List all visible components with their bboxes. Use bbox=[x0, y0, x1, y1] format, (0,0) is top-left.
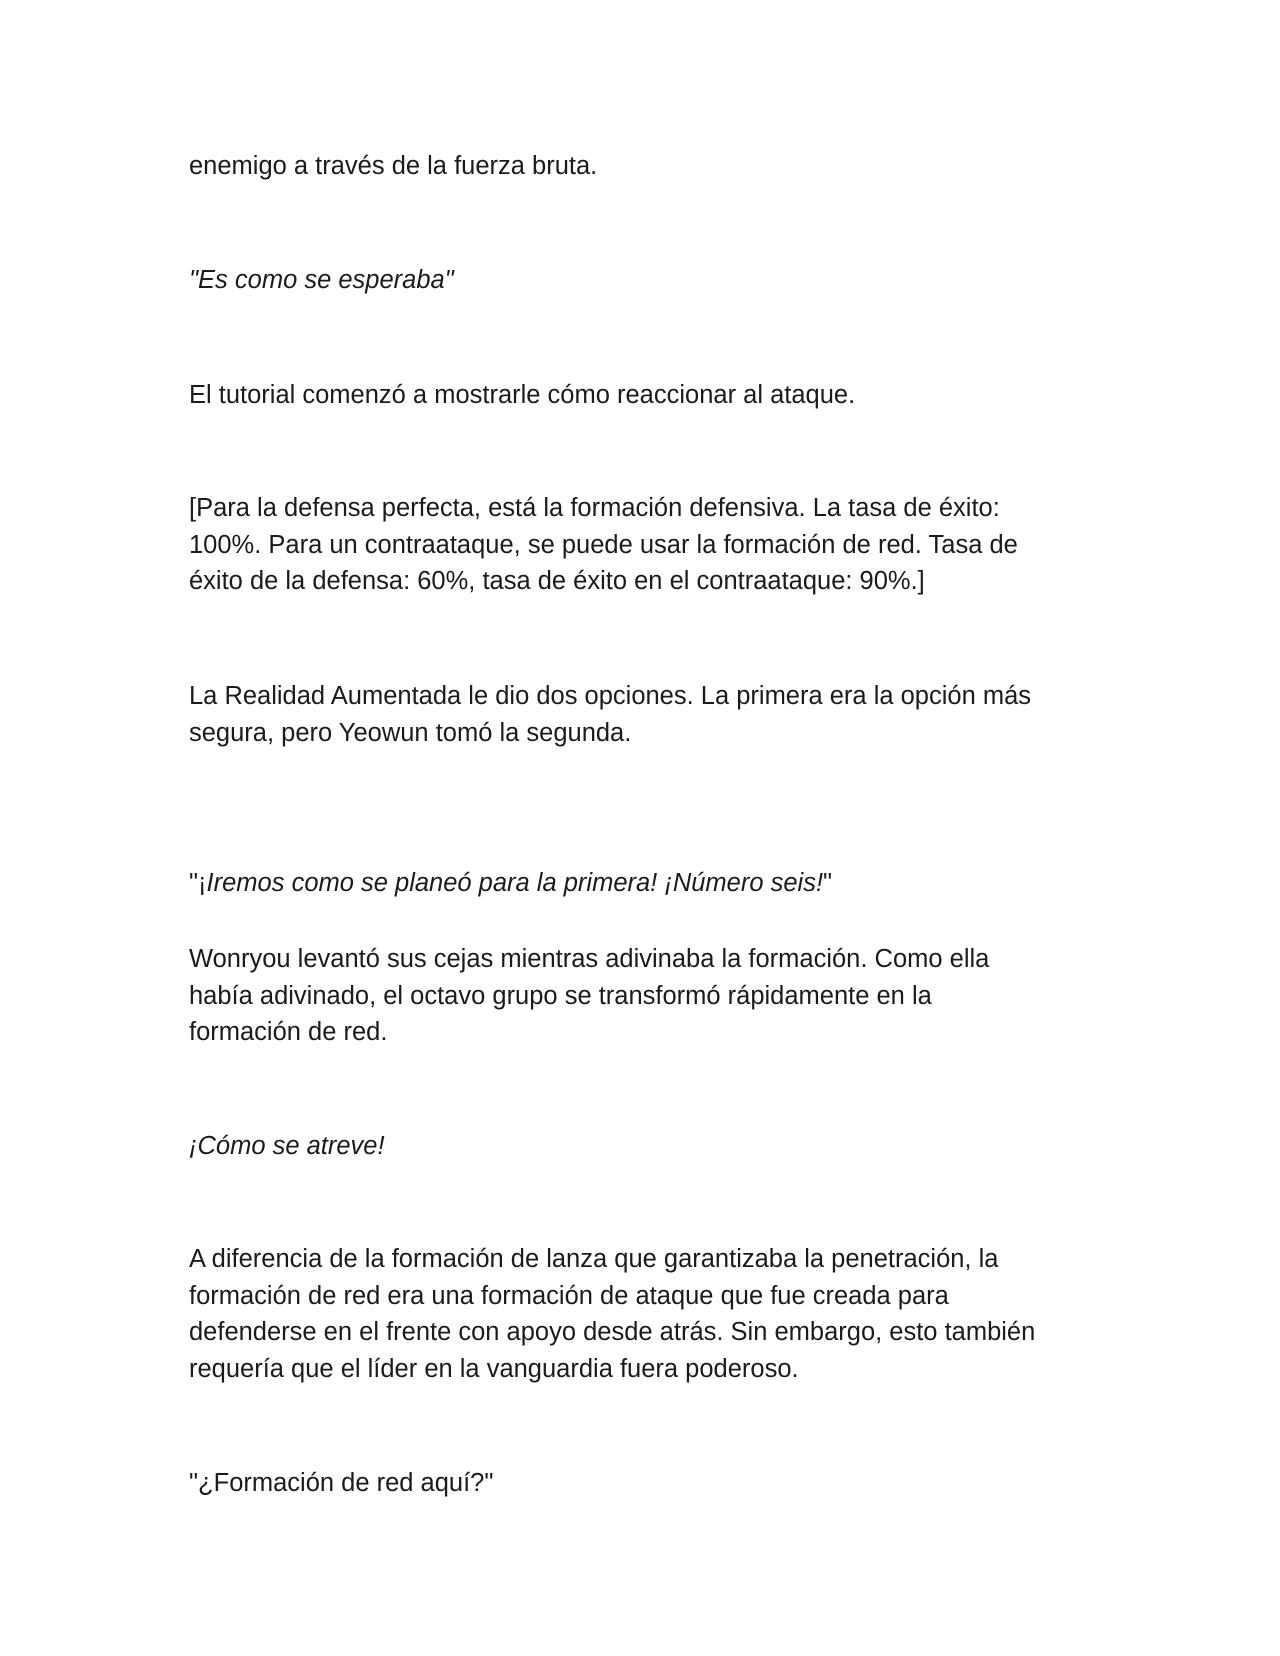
paragraph-8-thought: ¡Cómo se atreve! bbox=[189, 1132, 385, 1160]
paragraph-2-quote: "Es como se esperaba" bbox=[189, 266, 454, 294]
quote-open: "¡ bbox=[189, 868, 207, 897]
paragraph-9: A diferencia de la formación de lanza que garantizaba la penetración, la formación de red era una formación de ataque que fue creada para defenderse en el frente con apoyo desde atrás. Sin embargo, esto también requería que el líder en la vanguardia fuera poderoso. bbox=[189, 1245, 1036, 1383]
paragraph-3: El tutorial comenzó a mostrarle cómo reaccionar al ataque. bbox=[189, 381, 856, 409]
paragraph-6-dialogue bbox=[189, 828, 1109, 901]
paragraph-1: enemigo a través de la fuerza bruta. bbox=[189, 152, 598, 180]
paragraph-10-quote: "¿Formación de red aquí?" bbox=[189, 1469, 494, 1497]
paragraph-5: La Realidad Aumentada le dio dos opciones. La primera era la opción más segura, pero Yeowun tomó la segunda. bbox=[189, 682, 1032, 747]
quote-close: " bbox=[823, 868, 833, 897]
dialogue-italic: Iremos como se planeó para la primera! ¡Número seis! bbox=[206, 868, 824, 897]
paragraph-4-bracket: [Para la defensa perfecta, está la formación defensiva. La tasa de éxito: 100%. Para un contraataque, se puede usar la formación de red. Tasa de éxito de la defensa: 60%, tasa de éxito en el contraataque: 90%.] bbox=[189, 494, 1018, 595]
paragraph-7: Wonryou levantó sus cejas mientras adivinaba la formación. Como ella había adivinado, el octavo grupo se transformó rápidamente en la formación de red. bbox=[189, 945, 990, 1046]
